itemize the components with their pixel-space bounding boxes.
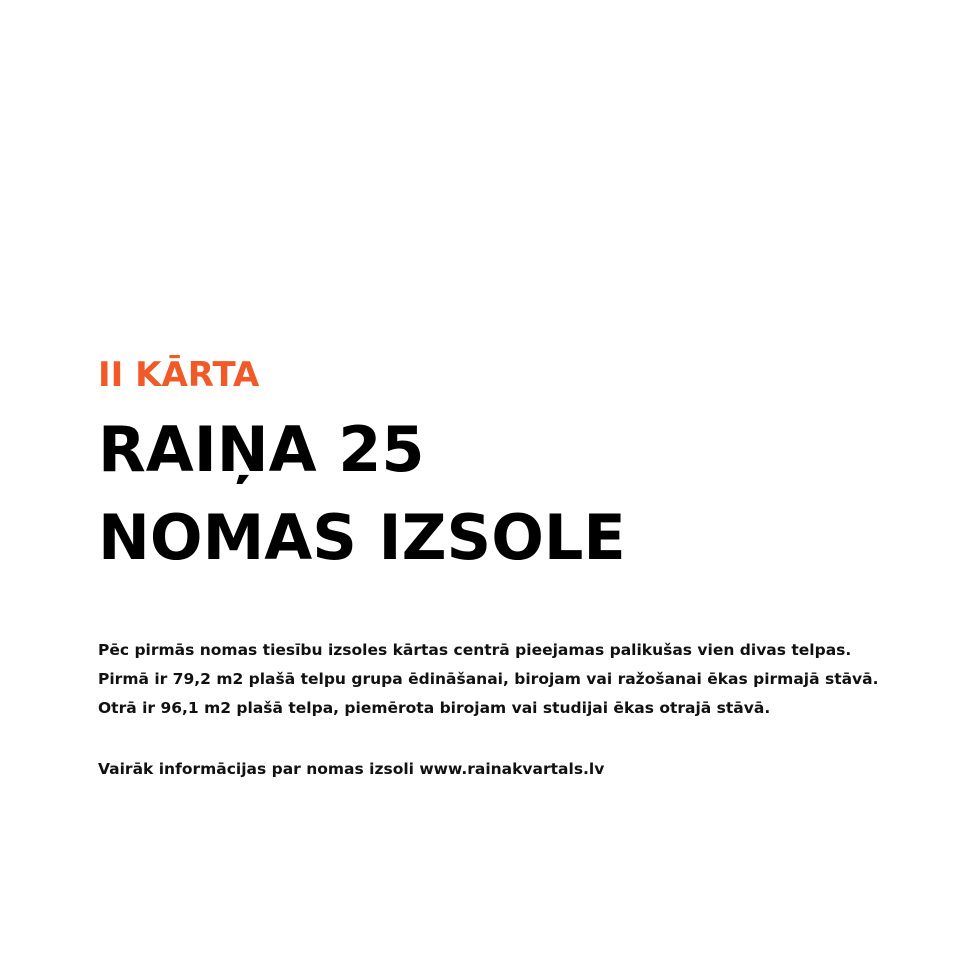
description-line-3: Otrā ir 96,1 m2 plašā telpa, piemērota birojam vai studijai ēkas otrajā stāvā. xyxy=(98,699,771,717)
description-line-1: Pēc pirmās nomas tiesību izsoles kārtas centrā pieejamas palikušas vien divas telpas. xyxy=(98,641,852,659)
kicker-label: II KĀRTA xyxy=(98,355,260,395)
more-info-text: Vairāk informācijas par nomas izsoli www.rainakvartals.lv xyxy=(98,760,605,778)
title-line-1: RAIŅA 25 xyxy=(98,413,425,486)
description xyxy=(98,636,898,784)
page-title xyxy=(98,406,898,582)
title-line-2: NOMAS IZSOLE xyxy=(98,501,626,574)
announcement xyxy=(98,350,898,784)
description-line-2: Pirmā ir 79,2 m2 plašā telpu grupa ēdināšanai, birojam vai ražošanai ēkas pirmajā stāvā. xyxy=(98,670,879,688)
spacer xyxy=(98,723,898,755)
